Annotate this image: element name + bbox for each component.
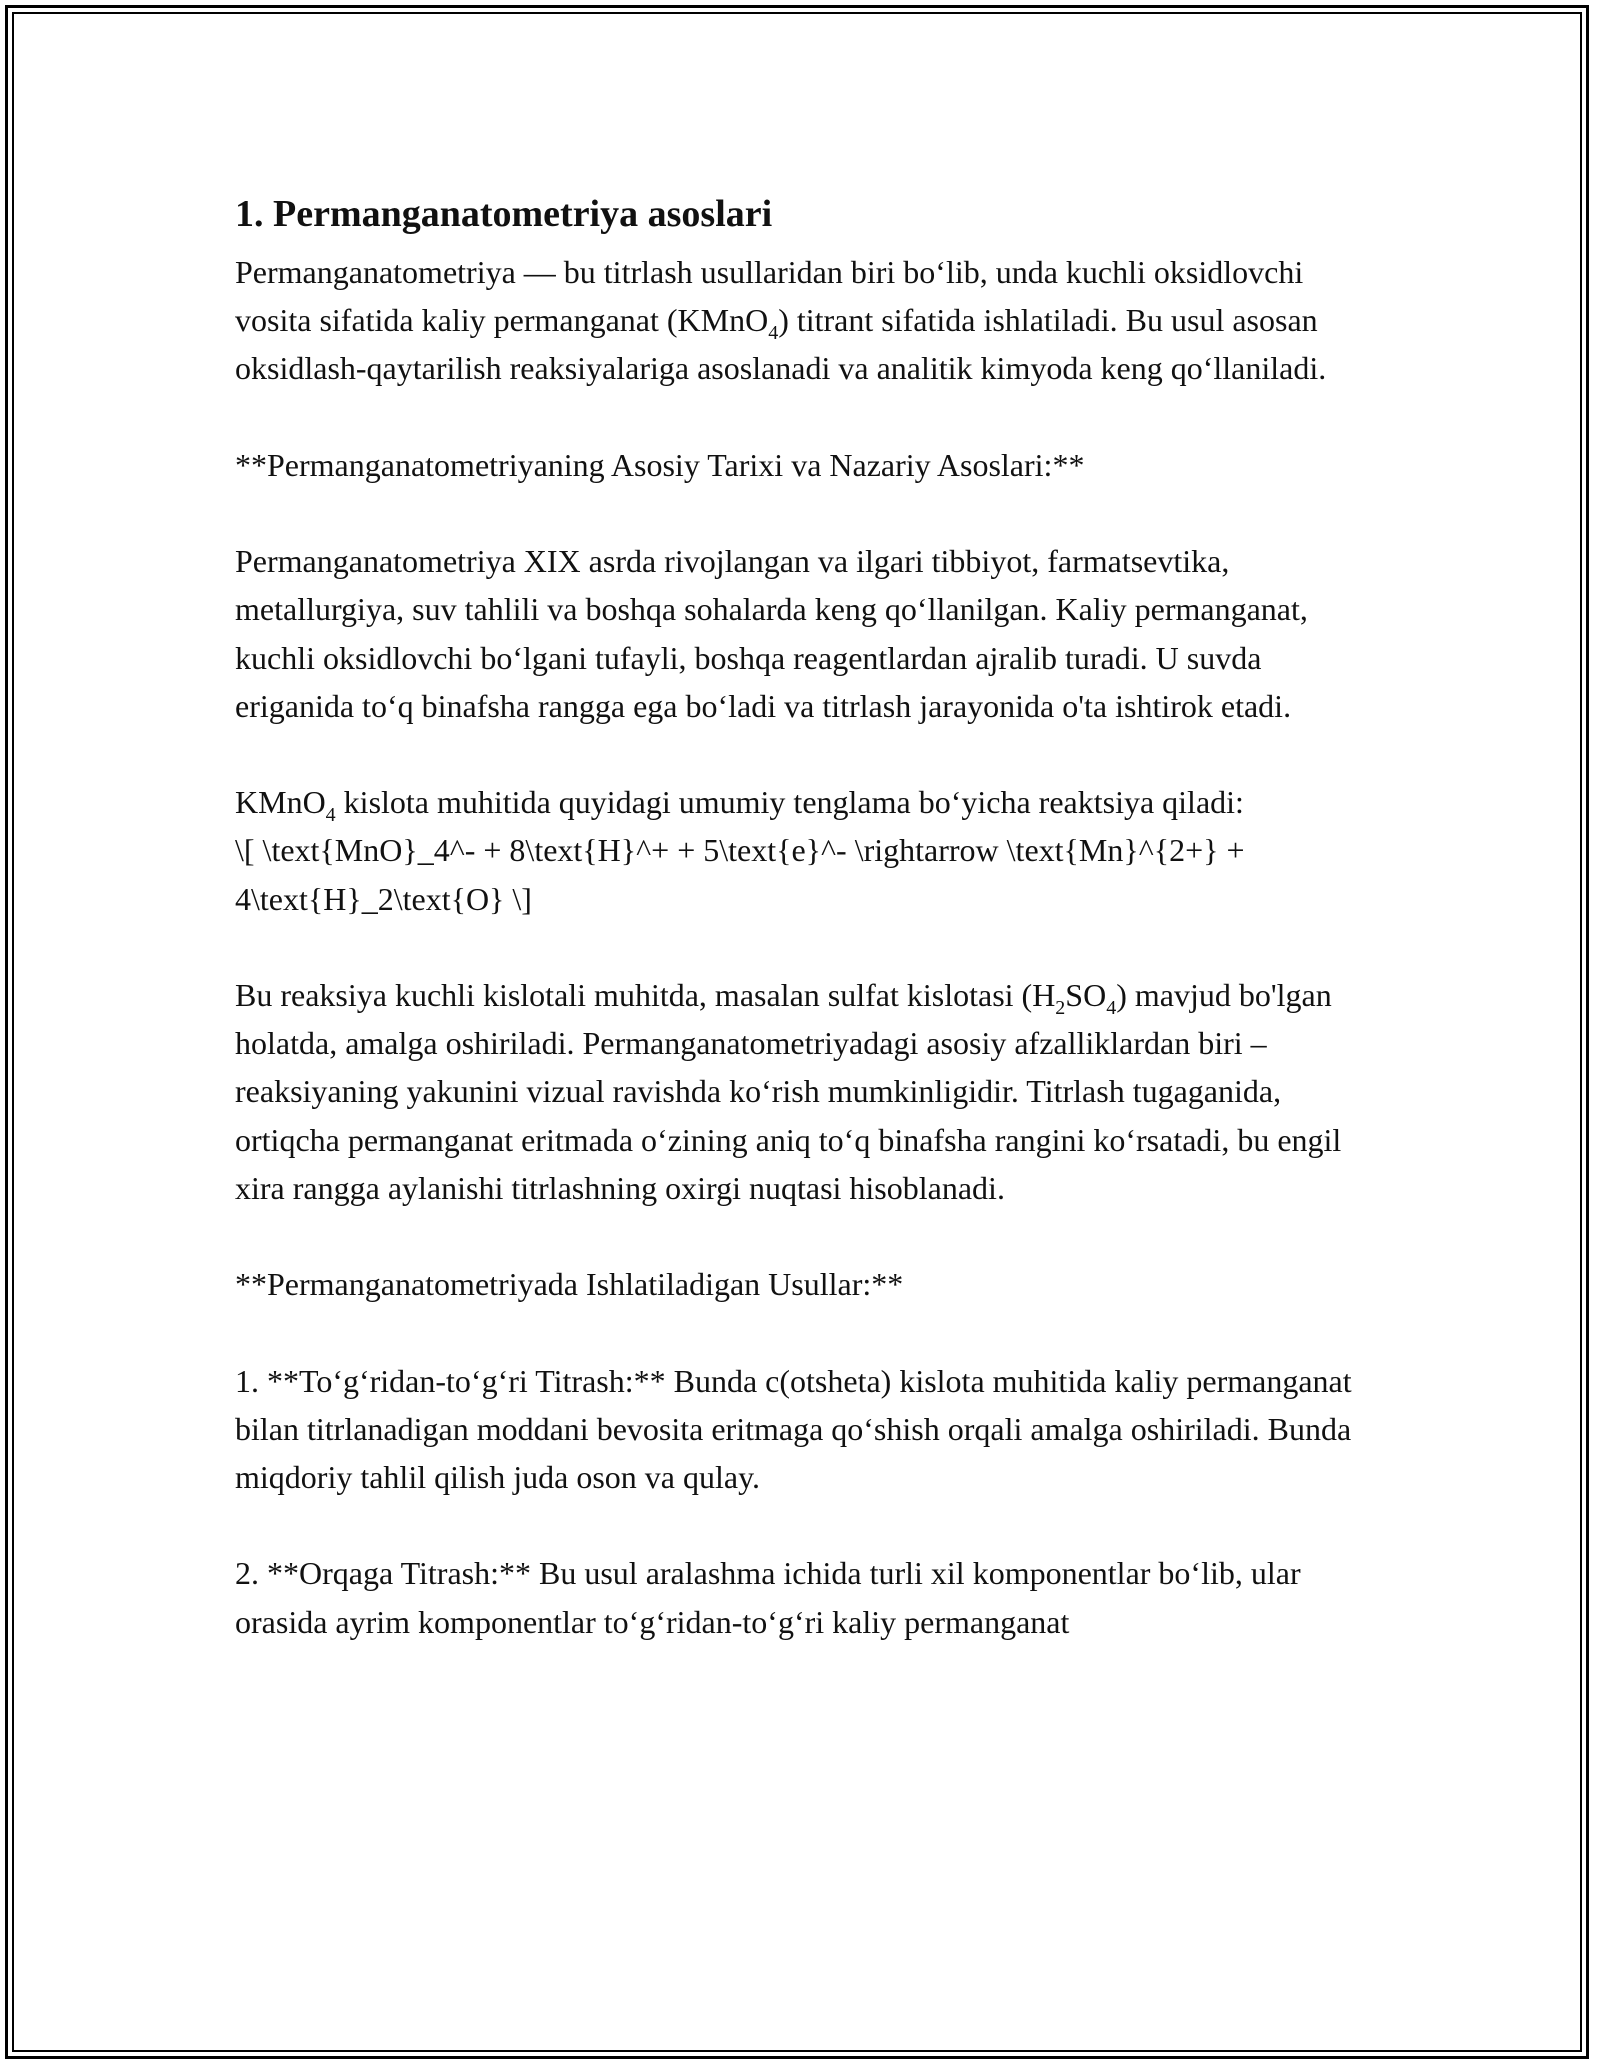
intro-paragraph: [235, 248, 1375, 393]
reaction-subscript-4: 4: [325, 804, 336, 827]
history-paragraph: Permanganatometriya XIX asrda rivojlangan va ilgari tibbiyot, farmatsevtika, metallurgiya, suv tahlili va boshqa sohalarda keng qo‘llanilgan. Kaliy permanganat, kuchli oksidlovchi bo‘lgani tufayli, boshqa reagentlardan ajralib turadi. U suvda eriganida to‘q binafsha rangga ega bo‘ladi va titrlash jarayonida o'ta ishtirok etadi.: [235, 543, 1308, 724]
intro-text-1: Permanganatometriya — bu titrlash usullaridan biri bo‘lib, unda kuchli oksidlovchi vosita sifatida kaliy permanganat (KMnO: [235, 254, 1304, 339]
conditions-subscript-4: 4: [1106, 996, 1117, 1019]
method-item-back: 2. **Orqaga Titrash:** Bu usul aralashma ichida turli xil komponentlar bo‘lib, ular orasida ayrim komponentlar to‘g‘ridan-to‘g‘ri kaliy permanganat: [235, 1555, 1301, 1640]
reaction-text-1: KMnO: [235, 784, 326, 821]
intro-text-2: ) titrant sifatida ishlatiladi. Bu usul asosan oksidlash-qaytarilish reaksiyalariga asoslanadi va analitik kimyoda keng qo‘llaniladi.: [235, 302, 1327, 387]
history-heading: **Permanganatometriyaning Asosiy Tarixi va Nazariy Asoslari:**: [235, 446, 1085, 483]
document-body: [235, 188, 1375, 1646]
conditions-text-3: ) mavjud bo'lgan holatda, amalga oshiriladi. Permanganatometriyadagi asosiy afzalliklardan biri – reaksiyaning yakunini vizual ravishda ko‘rish mumkinligidir. Titrlash tugaganida, ortiqcha permanganat eritmada o‘zining aniq to‘q binafsha rangini ko‘rsatadi, bu engil xira rangga aylanishi titrlashning oxirgi nuqtasi hisoblanadi.: [235, 976, 1342, 1206]
methods-heading: **Permanganatometriyada Ishlatiladigan Usullar:**: [235, 1266, 904, 1303]
reaction-equation: \[ \text{MnO}_4^- + 8\text{H}^+ + 5\text{e}^- \rightarrow \text{Mn}^{2+} + 4\text{H}_2\text{O} \]: [235, 832, 1245, 917]
conditions-subscript-2: 2: [1055, 996, 1066, 1019]
conditions-paragraph: [235, 971, 1375, 1212]
intro-subscript-4: 4: [768, 322, 779, 345]
conditions-text-1: Bu reaksiya kuchli kislotali muhitda, masalan sulfat kislotasi (H: [235, 976, 1056, 1013]
conditions-text-2: SO: [1065, 976, 1107, 1013]
method-item-direct: 1. **To‘g‘ridan-to‘g‘ri Titrash:** Bunda c(otsheta) kislota muhitida kaliy permanganat bilan titrlanadigan moddani bevosita eritmaga qo‘shish orqali amalga oshiriladi. Bunda miqdoriy tahlil qilish juda oson va qulay.: [235, 1362, 1352, 1495]
section-title: 1. Permanganatometriya asoslari: [235, 193, 773, 235]
reaction-intro-paragraph: [235, 778, 1375, 826]
reaction-text-2: kislota muhitida quyidagi umumiy tenglama bo‘yicha reaktsiya qiladi:: [335, 784, 1244, 821]
